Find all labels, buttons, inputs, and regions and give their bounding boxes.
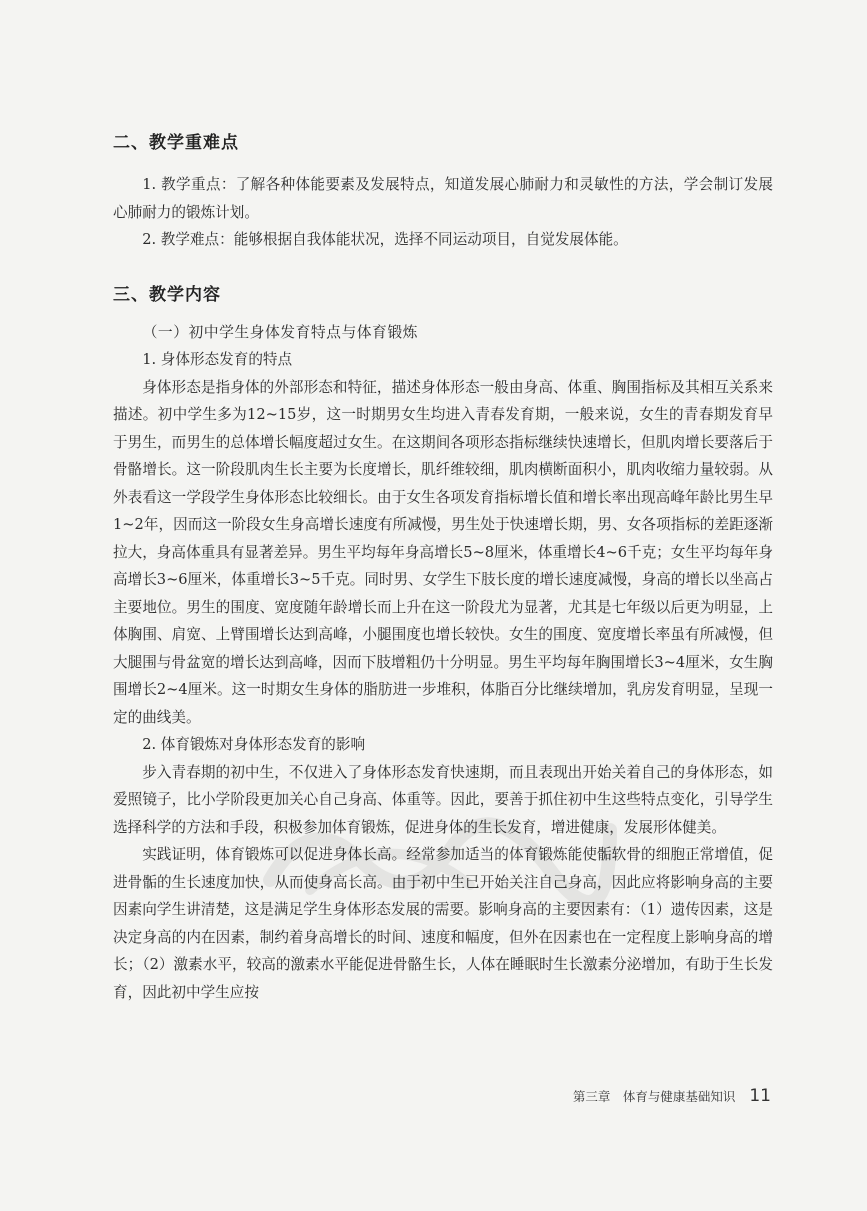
section-heading-3: 三、教学内容 [113, 284, 221, 305]
difficult-points-paragraph: 2. 教学难点：能够根据自我体能状况，选择不同运动项目，自觉发展体能。 [142, 231, 628, 248]
page-footer [573, 1086, 771, 1106]
chapter-title: 第三章 体育与健康基础知识 [572, 1089, 736, 1104]
item-title-1: 1. 身体形态发育的特点 [142, 351, 293, 368]
body-paragraph-2: 步入青春期的初中生，不仅进入了身体形态发育快速期，而且表现出开始关着自己的身体形态，如爱照镜子，比小学阶段更加关心自己身高、体重等。因此，要善于抓住初中生这些特点变化，引导学生选择科学的方法和手段，积极参加体育锻炼，促进身体的生长发育，增进健康，发展形体健美。 [113, 763, 773, 836]
body-paragraph-3: 实践证明，体育锻炼可以促进身体长高。经常参加适当的体育锻炼能使骺软骨的细胞正常增值，促进骨骺的生长速度加快，从而使身高长高。由于初中生已开始关注自己身高，因此应将影响身高的主要因素向学生讲清楚，这是满足学生身体形态发展的需要。影响身高的主要因素有：（1）遗传因素，这是决定身高的内在因素，制约着身高增长的时间、速度和幅度，但外在因素也在一定程度上影响身高的增长；（2）激素水平，较高的激素水平能促进骨骼生长，人体在睡眠时生长激素分泌增加，有助于生长发育，因此初中学生应按 [113, 846, 773, 1001]
body-paragraph-1: 身体形态是指身体的外部形态和特征，描述身体形态一般由身高、体重、胸围指标及其相互关系来描述。初中学生多为12~15岁，这一时期男女生均进入青春发育期，一般来说，女生的青春期发育早于男生，而男生的总体增长幅度超过女生。在这期间各项形态指标继续快速增长，但肌肉增长要落后于骨骼增长。这一阶段肌肉生长主要为长度增长，肌纤维较细，肌肉横断面积小，肌肉收缩力量较弱。从外表看这一学段学生身体形态比较细长。由于女生各项发育指标增长值和增长率出现高峰年龄比男生早1~2年，因而这一阶段女生身高增长速度有所减慢，男生处于快速增长期，男、女各项指标的差距逐渐拉大，身高体重具有显著差异。男生平均每年身高增长5~8厘米，体重增长4~6千克；女生平均每年身高增长3~6厘米，体重增长3~5千克。同时男、女学生下肢长度的增长速度减慢，身高的增长以坐高占主要地位。男生的围度、宽度随年龄增长而上升在这一阶段尤为显著，尤其是七年级以后更为明显，上体胸围、肩宽、上臂围增长达到高峰，小腿围度也增长较快。女生的围度、宽度增长率虽有所减慢，但大腿围与骨盆宽的增长达到高峰，因而下肢增粗仍十分明显。男生平均每年胸围增长3~4厘米，女生胸围增长2~4厘米。这一时期女生身体的脂肪进一步堆积，体脂百分比继续增加，乳房发育明显，呈现一定的曲线美。 [113, 378, 773, 726]
key-points-paragraph: 1. 教学重点：了解各种体能要素及发展特点，知道发展心肺耐力和灵敏性的方法，学会制订发展心肺耐力的锻炼计划。 [113, 176, 773, 221]
subsection-title: （一）初中学生身体发育特点与体育锻炼 [142, 323, 418, 341]
section-heading-2: 二、教学重难点 [113, 133, 239, 153]
page-number: 11 [749, 1086, 771, 1106]
page-content [113, 128, 773, 1006]
item-title-2: 2. 体育锻炼对身体形态发育的影响 [142, 736, 366, 753]
